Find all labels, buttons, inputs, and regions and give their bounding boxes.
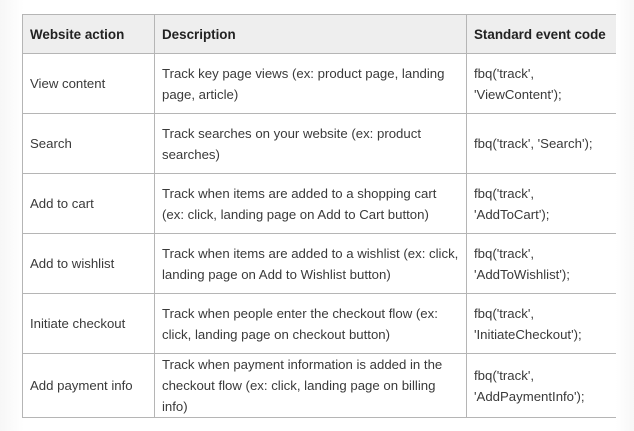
event-code-cell: fbq('track', 'AddToCart'); (467, 174, 617, 234)
website-action-cell: Add to cart (23, 174, 155, 234)
website-action-cell: View content (23, 54, 155, 114)
right-page-shade (616, 0, 634, 431)
description-cell: Track when items are added to a shopping cart (ex: click, landing page on Add to Cart button) (155, 174, 467, 234)
header-website-action: Website action (23, 15, 155, 54)
description-cell: Track searches on your website (ex: product searches) (155, 114, 467, 174)
website-action-cell: Search (23, 114, 155, 174)
event-code-cell: fbq('track', 'AddToWishlist'); (467, 234, 617, 294)
description-cell: Track when people enter the checkout flow (ex: click, landing page on checkout button) (155, 294, 467, 354)
table-row (23, 234, 617, 294)
event-code-cell: fbq('track', 'ViewContent'); (467, 54, 617, 114)
header-standard-event-code: Standard event code (467, 15, 617, 54)
description-cell: Track when items are added to a wishlist (ex: click, landing page on Add to Wishlist button) (155, 234, 467, 294)
description-cell: Track key page views (ex: product page, landing page, article) (155, 54, 467, 114)
table-header (23, 15, 617, 54)
standard-events-table (22, 14, 616, 418)
table-row (23, 174, 617, 234)
table-body (23, 54, 617, 418)
left-page-shade (0, 0, 24, 431)
website-action-cell: Add to wishlist (23, 234, 155, 294)
event-code-cell: fbq('track', 'AddPaymentInfo'); (467, 354, 617, 418)
event-code-cell: fbq('track', 'Search'); (467, 114, 617, 174)
table-row (23, 54, 617, 114)
description-cell: Track when payment information is added in the checkout flow (ex: click, landing page on billing info) (155, 354, 467, 418)
event-code-cell: fbq('track', 'InitiateCheckout'); (467, 294, 617, 354)
table-row (23, 354, 617, 418)
header-description: Description (155, 15, 467, 54)
table-row (23, 294, 617, 354)
event-table-container (22, 14, 616, 431)
header-row (23, 15, 617, 54)
website-action-cell: Add payment info (23, 354, 155, 418)
table-row (23, 114, 617, 174)
website-action-cell: Initiate checkout (23, 294, 155, 354)
